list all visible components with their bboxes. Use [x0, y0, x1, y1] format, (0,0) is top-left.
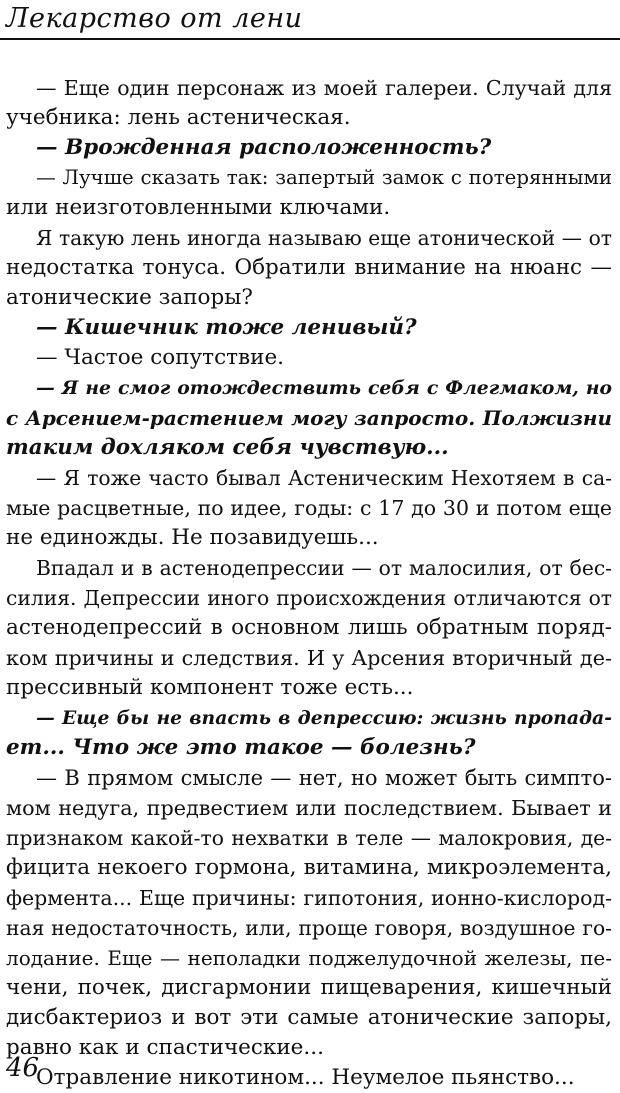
text-line: силия. Депрессии иного происхождения отличаются от	[6, 586, 612, 610]
text-line: астенодепрессий в основном лишь обратным поряд-	[6, 615, 612, 640]
text-line: Впадал и в астенодепрессии — от малосилия, от бес-	[36, 556, 612, 580]
text-line: учебника: лень астеническая.	[6, 105, 351, 130]
text-line: Я такую лень иногда называю еще атонической — от	[36, 226, 612, 250]
text-line: фицита некоего гормона, витамина, микроэлемента,	[6, 855, 612, 880]
text-line: мом недуга, предвестием или последствием. Бывает и	[6, 796, 612, 820]
text-line: — Лучше сказать так: запертый замок с потерянными	[36, 166, 612, 189]
text-line: — Еще один персонаж из моей галереи. Случай для	[36, 76, 612, 100]
text-line: чени, почек, дисгармонии пищеварения, кишечный	[6, 975, 612, 1000]
running-title: Лекарство от лени	[6, 3, 303, 34]
text-line: ная недостаточность, или, проще говоря, воздушное го-	[6, 916, 612, 940]
text-line: — Я тоже часто бывал Астеническим Нехотяем в са-	[36, 466, 612, 490]
question-line: — Я не смог отождествить себя с Флегмаком, но	[36, 377, 612, 399]
question-line: — Врожденная расположенность?	[36, 135, 492, 160]
question-line: таким дохляком себя чувствую...	[6, 435, 449, 460]
text-line: равно как и спастические...	[6, 1035, 324, 1060]
text-line: Отравление никотином... Неумелое пьянство...	[36, 1065, 575, 1090]
text-line: признаком какой-то нехватки в теле — малокровия, де-	[6, 826, 612, 850]
question-line: с Арсением-растением могу запросто. Полжизни	[6, 406, 612, 430]
question-line: — Кишечник тоже ленивый?	[36, 315, 417, 340]
text-line: дисбактериоз и вот эти самые атонические запоры,	[6, 1005, 612, 1030]
text-line: фермента... Еще причины: гипотония, ионно-кислород-	[6, 886, 612, 910]
text-line: или неизготовленными ключами.	[6, 195, 391, 220]
text-line: атонические запоры?	[6, 285, 253, 310]
text-line: — В прямом смысле — нет, но может быть симпто-	[36, 766, 612, 790]
text-line: недостатка тонуса. Обратили внимание на нюанс —	[6, 255, 612, 280]
text-line: прессивный компонент тоже есть...	[6, 675, 414, 700]
text-line: не единожды. Не позавидуешь...	[6, 525, 379, 550]
question-line: ет... Что же это такое — болезнь?	[6, 735, 476, 760]
text-line: — Частое сопутствие.	[36, 345, 284, 370]
body-text	[6, 73, 612, 1093]
header-rule	[0, 38, 620, 40]
text-line: мые расцветные, по идее, годы: с 17 до 30 и потом еще	[6, 496, 612, 520]
text-line: ком причины и следствия. И у Арсения вторичный де-	[6, 646, 612, 670]
page-number: 46	[6, 1053, 40, 1083]
question-line: — Еще бы не впасть в депрессию: жизнь пропада-	[36, 707, 612, 729]
text-line: лодание. Еще — неполадки поджелудочной железы, пе-	[6, 946, 612, 970]
